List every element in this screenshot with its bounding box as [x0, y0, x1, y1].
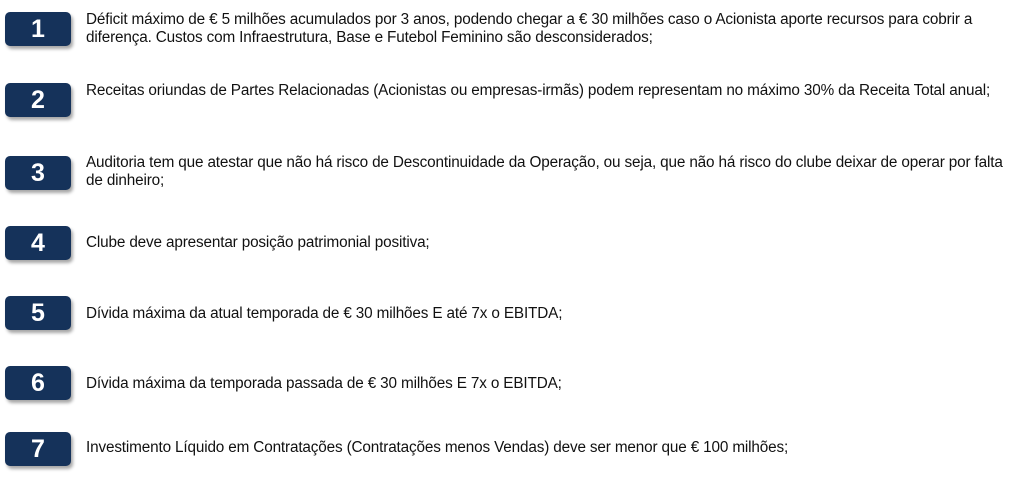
- item-number-badge: 1: [5, 12, 71, 46]
- item-number-badge: 6: [5, 366, 71, 400]
- item-text: Investimento Líquido em Contratações (Contratações menos Vendas) deve ser menor que € 100 milhões;: [86, 439, 789, 456]
- item-text: Déficit máximo de € 5 milhões acumulados por 3 anos, podendo chegar a € 30 milhões caso o Acionista aporte recursos para cobrir a diferença. Custos com Infraestrutura, Base e Futebol Feminino são desconsiderados;: [86, 11, 973, 46]
- item-text: Receitas oriundas de Partes Relacionadas (Acionistas ou empresas-irmãs) podem representam no máximo 30% da Receita Total anual;: [86, 82, 991, 99]
- item-text: Auditoria tem que atestar que não há risco de Descontinuidade da Operação, ou seja, que não há risco do clube deixar de operar por falta de dinheiro;: [86, 154, 1003, 189]
- item-text: Dívida máxima da temporada passada de € 30 milhões E 7x o EBITDA;: [86, 375, 562, 392]
- item-number-badge: 2: [5, 83, 71, 117]
- item-text: Clube deve apresentar posição patrimonial positiva;: [86, 234, 430, 251]
- item-text: Dívida máxima da atual temporada de € 30 milhões E até 7x o EBITDA;: [86, 305, 563, 322]
- item-number-badge: 4: [5, 226, 71, 260]
- item-number-badge: 7: [5, 432, 71, 466]
- item-number-badge: 5: [5, 296, 71, 330]
- item-number-badge: 3: [5, 156, 71, 190]
